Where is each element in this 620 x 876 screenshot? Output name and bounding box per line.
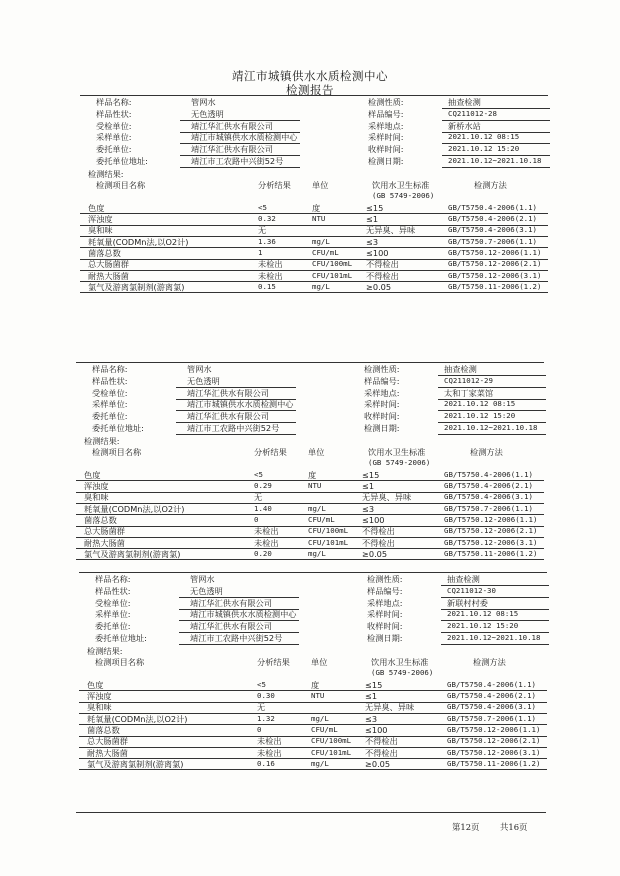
col-item-header: 检测项目名称 [92, 446, 142, 457]
table-row-standard: ≤1 [366, 214, 379, 225]
client-unit-value: 靖江华汇供水有限公司 [191, 144, 273, 155]
table-row-unit: mg/L [311, 713, 329, 723]
table-row-standard: ≤15 [365, 679, 383, 690]
sample-no-label: 样品编号: [368, 108, 404, 119]
table-row-result: 未检出 [257, 747, 282, 758]
entrusted-unit-value: 靖江华汇供水有限公司 [191, 120, 273, 131]
sample-name-label: 样品名称: [96, 97, 132, 107]
table-row-item: 菌落总数 [84, 515, 117, 525]
entrusted-unit-label: 受检单位: [95, 597, 131, 608]
table-row-item: 臭和味 [84, 492, 109, 503]
test-property-label: 检测性质: [364, 364, 400, 374]
table-row-result: 1 [258, 248, 263, 257]
table-row-result: 1.36 [258, 236, 276, 246]
table-row-result: 未检出 [258, 270, 283, 281]
table-row-standard: ≤100 [366, 248, 389, 258]
table-row-unit: mg/L [312, 281, 330, 291]
table-row-method: GB/T5750.4-2006(2.1) [444, 481, 533, 491]
table-row-standard: ≥0.05 [365, 758, 391, 769]
info-underline [179, 644, 299, 645]
table-row-item: 耐热大肠菌 [84, 537, 125, 548]
sampling-site-label: 采样地点: [368, 120, 404, 131]
table-row-item: 总大肠菌群 [88, 259, 129, 270]
table-row-standard: 无异臭、异味 [366, 225, 416, 236]
col-method-header: 检测方法 [470, 446, 503, 457]
table-row-unit: mg/L [312, 236, 330, 246]
table-row-result: 0.30 [257, 691, 275, 701]
table-row-result: 0 [257, 725, 262, 734]
receive-time-label: 收样时间: [364, 411, 400, 422]
test-property-value: 抽查检测 [448, 97, 481, 107]
sampling-site-label: 采样地点: [364, 387, 400, 398]
sampling-time-value: 2021.10.12 08:15 [444, 399, 516, 409]
sample-property-value: 无色透明 [191, 108, 224, 119]
table-row-unit: NTU [312, 214, 326, 224]
table-row-standard: ≤100 [362, 515, 385, 525]
col-result-header: 分析结果 [257, 656, 290, 667]
section-top-rule [76, 362, 544, 363]
col-unit-header: 单位 [311, 656, 328, 667]
table-row-method: GB/T5750.12-2006(2.1) [444, 526, 538, 536]
client-address-label: 委托单位地址: [96, 156, 148, 166]
entrusted-unit-label: 受检单位: [92, 387, 128, 398]
sampling-unit-value: 靖江市城镇供水水质检测中心 [187, 399, 294, 410]
table-row-rule [80, 292, 548, 293]
col-standard-sub-header: (GB 5749-2006) [368, 457, 431, 467]
table-row-standard: ≥0.05 [362, 548, 388, 559]
table-row-unit: 度 [308, 469, 317, 480]
table-row-result: 未检出 [258, 259, 283, 270]
sampling-time-value: 2021.10.12 08:15 [447, 609, 519, 619]
col-standard-header: 饮用水卫生标准 [368, 446, 426, 457]
table-row-unit: NTU [308, 481, 322, 491]
col-method-header: 检测方法 [474, 179, 507, 190]
table-row-unit: CFU/100mL [311, 736, 352, 746]
table-row-result: 未检出 [257, 736, 282, 747]
table-row-standard: ≤3 [366, 236, 379, 247]
entrusted-unit-value: 靖江华汇供水有限公司 [190, 597, 272, 608]
test-date-value: 2021.10.12~2021.10.18 [444, 423, 538, 432]
client-address-value: 靖江市工农路中兴街52号 [187, 423, 280, 433]
col-result-header: 分析结果 [254, 446, 287, 457]
sampling-site-value: 新联村村委 [447, 597, 488, 608]
table-row-unit: 度 [312, 202, 321, 213]
sampling-unit-label: 采样单位: [92, 399, 128, 410]
test-date-label: 检测日期: [368, 156, 404, 166]
table-row-standard: ≥0.05 [366, 281, 392, 292]
table-row-method: GB/T5750.4-2006(1.1) [448, 202, 537, 212]
sampling-time-label: 采样时间: [368, 132, 404, 143]
table-row-item: 菌落总数 [88, 248, 121, 258]
table-row-standard: 不得检出 [366, 259, 399, 270]
table-row-unit: NTU [311, 691, 325, 701]
page-total: 共16页 [500, 822, 528, 832]
sampling-time-value: 2021.10.12 08:15 [448, 132, 520, 142]
sample-name-value: 管网水 [187, 364, 212, 374]
table-row-method: GB/T5750.4-2006(2.1) [448, 214, 537, 224]
table-row-result: <5 [254, 469, 263, 479]
table-row-item: 总大肠菌群 [84, 526, 125, 537]
sample-no-value: CQ211012-29 [444, 375, 493, 385]
test-date-value: 2021.10.12~2021.10.18 [447, 633, 541, 642]
table-row-rule [76, 559, 544, 560]
table-row-method: GB/T5750.12-2006(3.1) [444, 537, 538, 547]
table-row-item: 臭和味 [87, 702, 112, 713]
table-row-item: 耐热大肠菌 [87, 747, 128, 758]
table-row-method: GB/T5750.4-2006(2.1) [447, 691, 536, 701]
table-row-result: 0.16 [257, 758, 275, 768]
sampling-site-value: 太和丁家菜馆 [444, 387, 494, 398]
table-row-unit: 度 [311, 679, 320, 690]
col-item-header: 检测项目名称 [95, 656, 145, 667]
table-row-standard: ≤100 [365, 725, 388, 735]
sampling-unit-value: 靖江市城镇供水水质检测中心 [190, 609, 297, 620]
table-row-item: 耐热大肠菌 [88, 270, 129, 281]
table-row-method: GB/T5750.11-2006(1.2) [448, 281, 542, 291]
sample-name-label: 样品名称: [95, 574, 131, 584]
table-row-item: 臭和味 [88, 225, 113, 236]
sample-no-value: CQ211012-30 [447, 585, 496, 595]
sample-property-label: 样品性状: [95, 585, 131, 596]
table-row-unit: mg/L [308, 503, 326, 513]
org-title: 靖江市城镇供水水质检测中心 [232, 69, 388, 83]
table-row-item: 耗氧量(CODMn法,以O2计) [87, 713, 188, 724]
table-row-unit: CFU/mL [311, 725, 338, 734]
table-row-result: 1.32 [257, 713, 275, 723]
table-row-result: 0 [254, 515, 259, 524]
table-row-result: 0.20 [254, 548, 272, 558]
table-row-item: 浑浊度 [88, 214, 113, 225]
sampling-unit-value: 靖江市城镇供水水质检测中心 [191, 132, 298, 143]
table-row-result: 无 [257, 702, 266, 713]
client-address-value: 靖江市工农路中兴街52号 [190, 633, 283, 643]
table-row-result: 未检出 [254, 537, 279, 548]
col-item-header: 检测项目名称 [96, 179, 146, 190]
sample-name-label: 样品名称: [92, 364, 128, 374]
client-unit-label: 委托单位: [95, 621, 131, 632]
sample-property-value: 无色透明 [190, 585, 223, 596]
table-row-standard: 无异臭、异味 [362, 492, 412, 503]
report-title: 检测报告 [286, 83, 334, 97]
table-row-item: 菌落总数 [87, 725, 120, 735]
table-row-result: 未检出 [254, 526, 279, 537]
table-row-method: GB/T5750.7-2006(1.1) [448, 236, 537, 246]
table-row-result: <5 [258, 202, 267, 212]
footer-rule [76, 812, 546, 813]
table-row-unit: CFU/100mL [308, 526, 349, 536]
sample-property-value: 无色透明 [187, 375, 220, 386]
results-heading: 检测结果: [87, 645, 123, 656]
table-row-method: GB/T5750.4-2006(3.1) [447, 702, 536, 712]
table-row-unit: CFU/mL [312, 248, 339, 257]
table-row-unit: CFU/101mL [308, 537, 349, 547]
section-top-rule [80, 95, 548, 96]
results-heading: 检测结果: [88, 168, 124, 179]
sample-name-value: 管网水 [190, 574, 215, 584]
col-standard-sub-header: (GB 5749-2006) [372, 190, 435, 200]
info-underline [180, 167, 300, 168]
sample-property-label: 样品性状: [92, 375, 128, 386]
entrusted-unit-value: 靖江华汇供水有限公司 [187, 387, 269, 398]
receive-time-label: 收样时间: [367, 621, 403, 632]
table-row-method: GB/T5750.12-2006(1.1) [448, 248, 542, 257]
client-address-value: 靖江市工农路中兴街52号 [191, 156, 284, 166]
results-heading: 检测结果: [84, 435, 120, 446]
sampling-time-label: 采样时间: [367, 609, 403, 620]
table-row-standard: 不得检出 [362, 526, 395, 537]
table-row-standard: 不得检出 [362, 537, 395, 548]
table-row-standard: 不得检出 [365, 747, 398, 758]
table-row-result: <5 [257, 679, 266, 689]
test-property-value: 抽查检测 [447, 574, 480, 584]
sampling-unit-label: 采样单位: [96, 132, 132, 143]
table-row-method: GB/T5750.12-2006(2.1) [448, 259, 542, 269]
table-row-method: GB/T5750.11-2006(1.2) [444, 548, 538, 558]
test-property-label: 检测性质: [368, 97, 404, 107]
entrusted-unit-label: 受检单位: [96, 120, 132, 131]
col-standard-header: 饮用水卫生标准 [371, 656, 429, 667]
table-row-standard: ≤15 [362, 469, 380, 480]
page-number: 第12页 [452, 822, 480, 832]
col-result-header: 分析结果 [258, 179, 291, 190]
section-top-rule [79, 572, 547, 573]
table-row-method: GB/T5750.4-2006(3.1) [448, 225, 537, 235]
table-row-method: GB/T5750.12-2006(1.1) [444, 515, 538, 524]
table-row-unit: mg/L [311, 758, 329, 768]
sample-no-label: 样品编号: [367, 585, 403, 596]
table-row-result: 0.29 [254, 481, 272, 491]
test-date-value: 2021.10.12~2021.10.18 [448, 156, 542, 165]
info-underline [438, 434, 546, 435]
table-row-item: 浑浊度 [87, 691, 112, 702]
table-row-result: 无 [254, 492, 263, 503]
sample-no-value: CQ211012-28 [448, 108, 497, 118]
table-row-method: GB/T5750.12-2006(1.1) [447, 725, 541, 734]
table-row-standard: 不得检出 [365, 736, 398, 747]
info-underline [176, 434, 296, 435]
table-row-unit: CFU/100mL [312, 259, 353, 269]
sample-property-label: 样品性状: [96, 108, 132, 119]
test-property-value: 抽查检测 [444, 364, 477, 374]
table-row-unit: CFU/101mL [312, 270, 353, 280]
sample-no-label: 样品编号: [364, 375, 400, 386]
table-row-item: 色度 [88, 202, 105, 213]
col-standard-sub-header: (GB 5749-2006) [371, 667, 434, 677]
table-row-method: GB/T5750.7-2006(1.1) [444, 503, 533, 513]
table-row-method: GB/T5750.4-2006(3.1) [444, 492, 533, 502]
test-date-label: 检测日期: [367, 633, 403, 643]
receive-time-value: 2021.10.12 15:20 [444, 411, 516, 421]
table-row-item: 总大肠菌群 [87, 736, 128, 747]
col-standard-header: 饮用水卫生标准 [372, 179, 430, 190]
table-row-item: 耗氧量(CODMn法,以O2计) [88, 236, 189, 247]
table-row-standard: ≤3 [362, 503, 375, 514]
sample-name-value: 管网水 [191, 97, 216, 107]
table-row-result: 1.40 [254, 503, 272, 513]
table-row-item: 浑浊度 [84, 481, 109, 492]
table-row-standard: 不得检出 [366, 270, 399, 281]
table-row-method: GB/T5750.12-2006(3.1) [447, 747, 541, 757]
table-row-item: 色度 [84, 469, 101, 480]
info-underline [441, 644, 549, 645]
col-unit-header: 单位 [312, 179, 329, 190]
receive-time-label: 收样时间: [368, 144, 404, 155]
table-row-result: 0.32 [258, 214, 276, 224]
client-unit-value: 靖江华汇供水有限公司 [190, 621, 272, 632]
receive-time-value: 2021.10.12 15:20 [447, 621, 519, 631]
table-row-method: GB/T5750.11-2006(1.2) [447, 758, 541, 768]
table-row-method: GB/T5750.7-2006(1.1) [447, 713, 536, 723]
receive-time-value: 2021.10.12 15:20 [448, 144, 520, 154]
table-row-item: 耗氧量(CODMn法,以O2计) [84, 503, 185, 514]
sampling-site-value: 新桥水站 [448, 120, 481, 131]
client-unit-label: 委托单位: [92, 411, 128, 422]
test-date-label: 检测日期: [364, 423, 400, 433]
table-row-standard: ≤1 [362, 481, 375, 492]
col-unit-header: 单位 [308, 446, 325, 457]
table-row-rule [79, 769, 547, 770]
client-address-label: 委托单位地址: [95, 633, 147, 643]
table-row-item: 氯气及游离氯制剂(游离氯) [87, 758, 184, 769]
test-property-label: 检测性质: [367, 574, 403, 584]
sampling-site-label: 采样地点: [367, 597, 403, 608]
table-row-result: 无 [258, 225, 267, 236]
table-row-method: GB/T5750.4-2006(1.1) [447, 679, 536, 689]
table-row-method: GB/T5750.12-2006(3.1) [448, 270, 542, 280]
info-underline [442, 167, 550, 168]
client-unit-label: 委托单位: [96, 144, 132, 155]
col-method-header: 检测方法 [473, 656, 506, 667]
table-row-standard: ≤3 [365, 713, 378, 724]
table-row-method: GB/T5750.4-2006(1.1) [444, 469, 533, 479]
table-row-unit: CFU/mL [308, 515, 335, 524]
table-row-method: GB/T5750.12-2006(2.1) [447, 736, 541, 746]
table-row-item: 氯气及游离氯制剂(游离氯) [88, 281, 185, 292]
table-row-result: 0.15 [258, 281, 276, 291]
table-row-standard: ≤15 [366, 202, 384, 213]
table-row-unit: CFU/101mL [311, 747, 352, 757]
sampling-unit-label: 采样单位: [95, 609, 131, 620]
table-row-standard: ≤1 [365, 691, 378, 702]
table-row-unit: mg/L [308, 548, 326, 558]
sampling-time-label: 采样时间: [364, 399, 400, 410]
client-address-label: 委托单位地址: [92, 423, 144, 433]
table-row-standard: 无异臭、异味 [365, 702, 415, 713]
table-row-item: 色度 [87, 679, 104, 690]
table-row-item: 氯气及游离氯制剂(游离氯) [84, 548, 181, 559]
client-unit-value: 靖江华汇供水有限公司 [187, 411, 269, 422]
